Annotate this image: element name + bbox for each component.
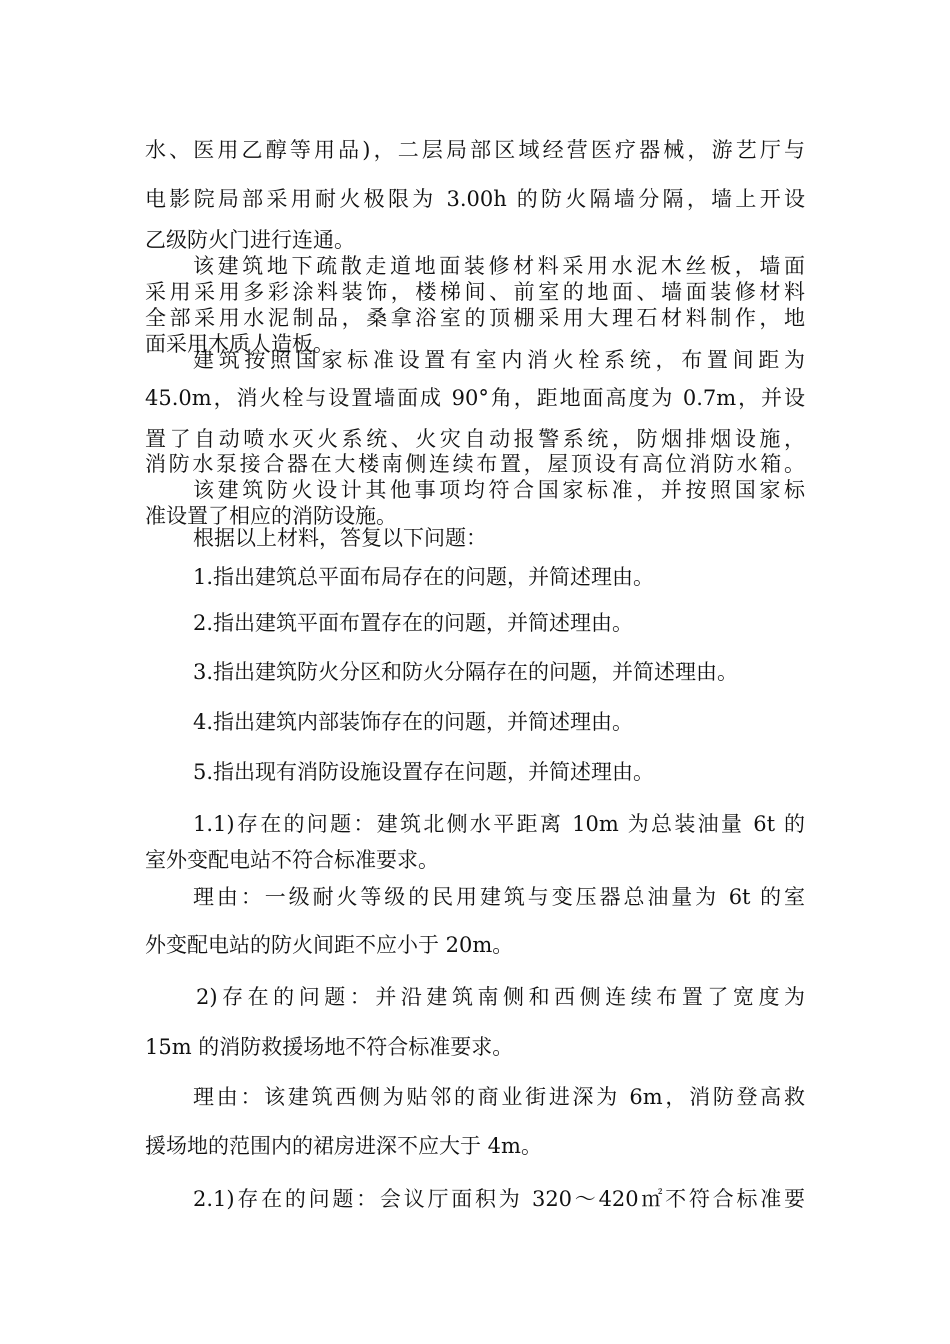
question-4: 4.指出建筑内部装饰存在的问题，并简述理由。 (193, 710, 634, 734)
text-line: 乙级防火门进行连通。 (145, 228, 355, 252)
text-line: 准设置了相应的消防设施。 (145, 504, 397, 528)
text-line: 消防水泵接合器在大楼南侧连续布置，屋顶设有高位消防水箱。 (145, 452, 805, 476)
answer-line: 1.1)存在的问题：建筑北侧水平距离 10m 为总装油量 6t 的 (193, 812, 805, 836)
question-2: 2.指出建筑平面布置存在的问题，并简述理由。 (193, 611, 634, 635)
answer-line: 理由：一级耐火等级的民用建筑与变压器总油量为 6t 的室 (193, 885, 805, 909)
text-line: 置了自动喷水灭火系统、火灾自动报警系统，防烟排烟设施， (145, 427, 805, 451)
answer-line: 援场地的范围内的裙房进深不应大于 4m。 (145, 1134, 542, 1158)
text-line: 45.0m，消火栓与设置墙面成 90°角，距地面高度为 0.7m，并设 (145, 386, 805, 410)
text-line: 该建筑地下疏散走道地面装修材料采用水泥木丝板，墙面 (193, 254, 805, 278)
text-line: 水、医用乙醇等用品)，二层局部区域经营医疗器械，游艺厅与 (145, 138, 805, 162)
text-line: 建筑按照国家标准设置有室内消火栓系统，布置间距为 (193, 348, 805, 372)
answer-line: 2)存在的问题：并沿建筑南侧和西侧连续布置了宽度为 (196, 985, 805, 1009)
text-line: 全部采用水泥制品，桑拿浴室的顶棚采用大理石材料制作，地 (145, 306, 805, 330)
question-1: 1.指出建筑总平面布局存在的问题，并简述理由。 (193, 565, 655, 589)
question-5: 5.指出现有消防设施设置存在问题，并简述理由。 (193, 760, 655, 784)
answer-line: 外变配电站的防火间距不应小于 20m。 (145, 933, 514, 957)
text-line: 电影院局部采用耐火极限为 3.00h 的防火隔墙分隔，墙上开设 (145, 187, 805, 211)
answer-line: 2.1)存在的问题：会议厅面积为 320～420㎡不符合标准要 (193, 1187, 805, 1211)
answer-line: 15m 的消防救援场地不符合标准要求。 (145, 1035, 514, 1059)
question-3: 3.指出建筑防火分区和防火分隔存在的问题，并简述理由。 (193, 660, 739, 684)
text-line: 该建筑防火设计其他事项均符合国家标准，并按照国家标 (193, 478, 805, 502)
answer-line: 室外变配电站不符合标准要求。 (145, 848, 439, 872)
text-line: 采用采用多彩涂料装饰，楼梯间、前室的地面、墙面装修材料 (145, 280, 805, 304)
text-line: 面采用木质人造板。 (145, 332, 334, 356)
answer-line: 理由：该建筑西侧为贴邻的商业街进深为 6m，消防登高救 (193, 1085, 805, 1109)
text-line: 根据以上材料，答复以下问题： (193, 526, 487, 550)
